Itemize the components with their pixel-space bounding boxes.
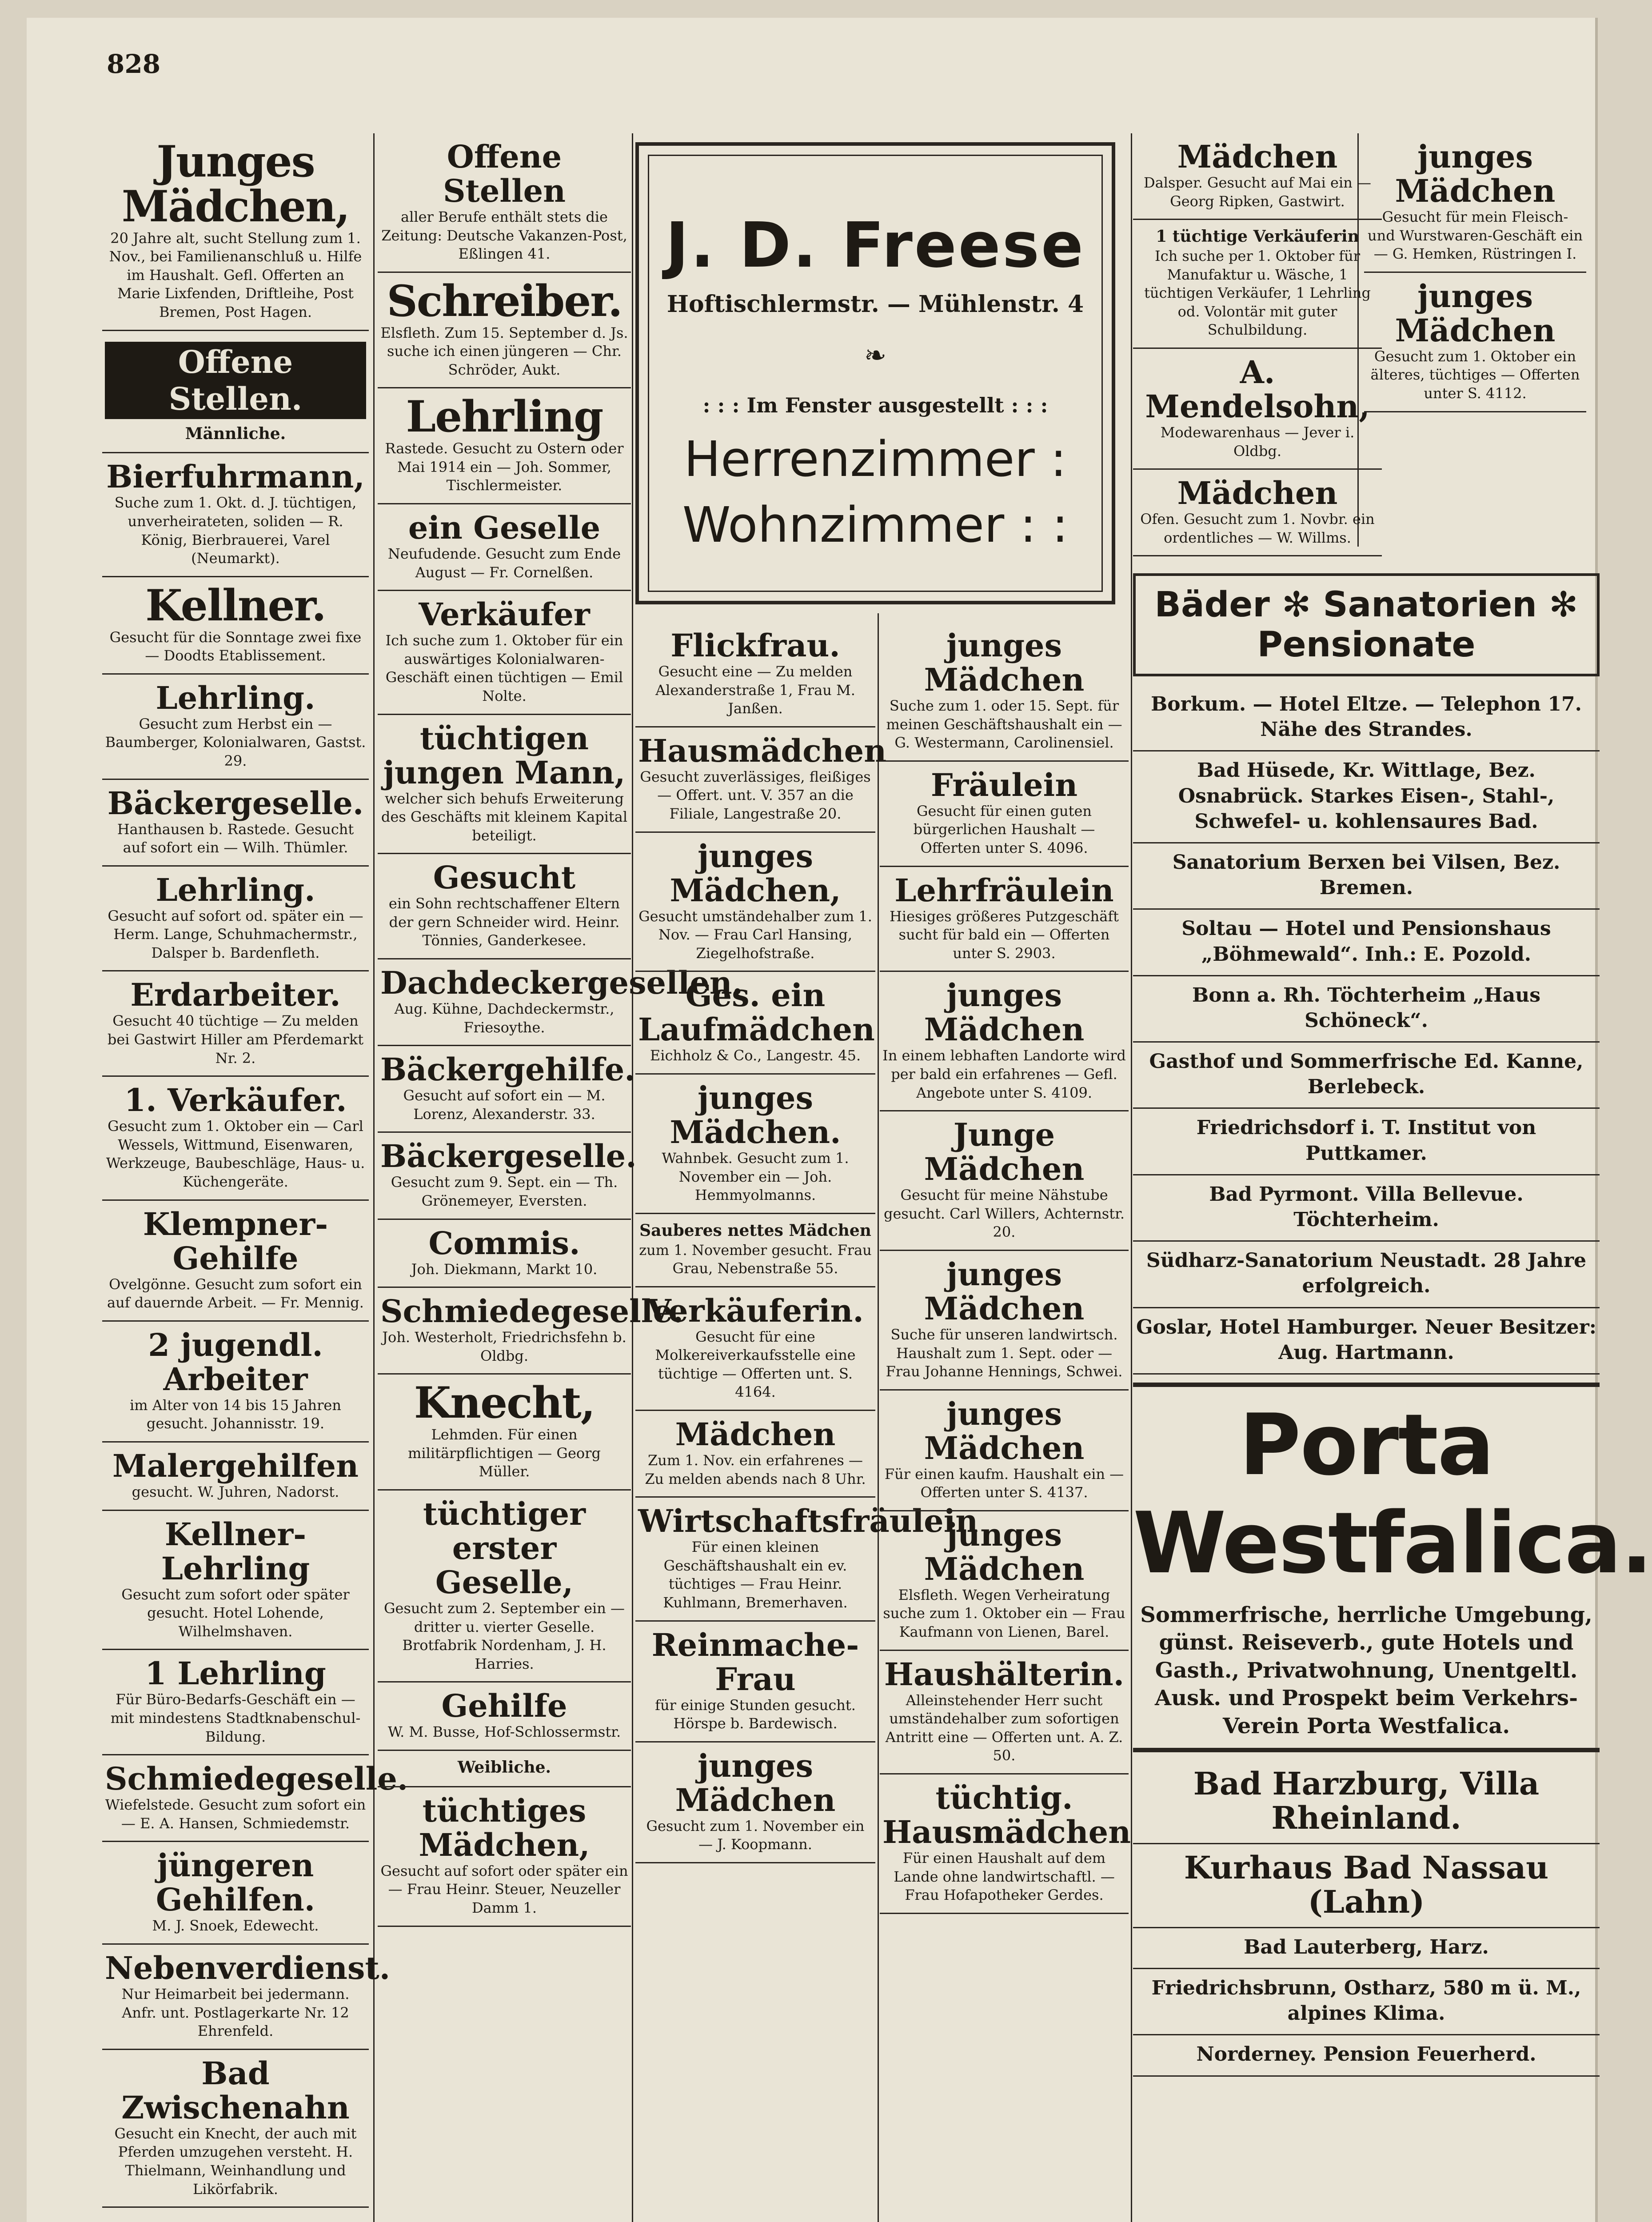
resorts-banner: Bäder ✻ Sanatorien ✻ Pensionate: [1133, 573, 1600, 676]
resort-ad: Borkum. — Hotel Eltze. — Telephon 17. Nähe des Strandes.: [1133, 685, 1600, 751]
resort-ad: Bad Harzburg, Villa Rheinland.: [1133, 1760, 1600, 1844]
classified-ad: Erdarbeiter. Gesucht 40 tüchtige — Zu melden bei Gastwirt Hiller am Pferdemarkt Nr. 2.: [102, 971, 369, 1077]
classified-ad: Kellner. Gesucht für die Sonntage zwei fixe — Doodts Etablissement.: [102, 577, 369, 675]
resort-ad: Soltau — Hotel und Pensionshaus „Böhmewald“. Inh.: E. Pozold.: [1133, 910, 1600, 976]
column-5: [1133, 133, 1382, 547]
classified-ad: Bierfuhrmann, Suche zum 1. Okt. d. J. tüchtigen, unverheirateten, soliden — R. König, Bierbrauerei, Varel (Neumarkt).: [102, 453, 369, 577]
resort-ad: Bad Hüsede, Kr. Wittlage, Bez. Osnabrück. Starkes Eisen-, Stahl-, Schwefel- u. kohlensaures Bad.: [1133, 751, 1600, 843]
ornament-icon: ❧: [864, 340, 887, 371]
freese-ad-inner-frame: [648, 155, 1103, 592]
classified-ad: junges Mädchen Gesucht zum 1. Oktober ein älteres, tüchtiges — Offerten unter S. 4112.: [1364, 273, 1586, 412]
classified-ad: Lehrling. Gesucht zum Herbst ein — Baumberger, Kolonialwaren, Gastst. 29.: [102, 675, 369, 780]
classified-ad: jüngeren Gehilfen. M. J. Snoek, Edewecht.: [102, 1842, 369, 1945]
classified-ad: Reinmache-Frau für einige Stunden gesucht. Hörspe b. Bardewisch.: [635, 1622, 875, 1742]
classified-ad: 1. Verkäufer. Gesucht zum 1. Oktober ein — Carl Wessels, Wittmund, Eisenwaren, Werkzeuge, Baubeschläge, Haus- u. Küchengeräte.: [102, 1077, 369, 1200]
resort-ad: Sanatorium Berxen bei Vilsen, Bez. Bremen.: [1133, 843, 1600, 910]
classified-ad: junges Mädchen Für einen kaufm. Haushalt ein — Offerten unter S. 4137.: [880, 1391, 1129, 1511]
classified-ad: Commis. Joh. Diekmann, Markt 10.: [378, 1220, 631, 1288]
resort-ad: Kurhaus Bad Nassau (Lahn): [1133, 1844, 1600, 1928]
classified-ad: Junges Mädchen, 20 Jahre alt, sucht Stellung zum 1. Nov., bei Familienanschluß u. Hilfe im Haushalt. Gefl. Offerten an Marie Lixfenden, Driftleihe, Post Bremen, Post Hagen.: [102, 133, 369, 331]
section-header: [102, 331, 369, 454]
resort-ad: Gasthof und Sommerfrische Ed. Kanne, Berlebeck.: [1133, 1043, 1600, 1109]
classified-ad: Ges. ein Laufmädchen Eichholz & Co., Langestr. 45.: [635, 972, 875, 1075]
column-rule: [373, 133, 375, 2222]
classified-ad: Knecht, Lehmden. Für einen militärpflichtigen — Georg Müller.: [378, 1375, 631, 1491]
divider: [1133, 1748, 1600, 1752]
resort-ad: Friedrichsdorf i. T. Institut von Puttkamer.: [1133, 1109, 1600, 1175]
section-header: [378, 1751, 631, 1787]
resort-ad: Goslar, Hotel Hamburger. Neuer Besitzer: Aug. Hartmann.: [1133, 1308, 1600, 1375]
classified-ad: 1 tüchtige Verkäuferin Ich suche per 1. Oktober für Manufaktur u. Wäsche, 1 tüchtigen Verkäufer, 1 Lehrling od. Volontär mit guter Schulbildung.: [1133, 220, 1382, 349]
classified-ad: Lehrfräulein Hiesiges größeres Putzgeschäft sucht für bald ein — Offerten unter S. 2903.: [880, 867, 1129, 972]
classified-ad: tüchtiges Mädchen, Gesucht auf sofort oder später ein — Frau Heinr. Steuer, Neuzeller Damm 1.: [378, 1787, 631, 1927]
classified-ad: junges Mädchen Gesucht für mein Fleisch- und Wurstwaren-Geschäft ein — G. Hemken, Rüstringen I.: [1364, 133, 1586, 273]
porta-westfalica-text: Sommerfrische, herrliche Umgebung, günst. Reiseverb., gute Hotels und Gasth., Privatwohnung, Unentgeltl. Ausk. und Prospekt beim Verkehrs-Verein Porta Westfalica.: [1140, 1602, 1592, 1738]
freese-room-2: Wohnzimmer : :: [682, 496, 1069, 553]
resorts-section: [1133, 569, 1652, 2077]
classified-ad: junges Mädchen Gesucht zum 1. November ein — J. Koopmann.: [635, 1742, 875, 1863]
classified-ad: 1 Lehrling Für Büro-Bedarfs-Geschäft ein — mit mindestens Stadtknabenschul-Bildung.: [102, 1650, 369, 1755]
column-3: [635, 622, 978, 2222]
classified-ad: junges Mädchen. Wahnbek. Gesucht zum 1. November ein — Joh. Hemmyolmanns.: [635, 1075, 875, 1214]
classified-ad: Mädchen Dalsper. Gesucht auf Mai ein — Georg Ripken, Gastwirt.: [1133, 133, 1382, 220]
freese-display-ad: [635, 142, 1115, 604]
section-title: Offene Stellen.: [105, 342, 366, 419]
column-4: [880, 622, 1129, 2222]
classified-ad: Hausmädchen Gesucht zuverlässiges, fleißiges — Offert. unt. V. 357 an die Filiale, Langestraße 20.: [635, 727, 875, 833]
resort-ad: Bad Pyrmont. Villa Bellevue. Töchterheim.: [1133, 1175, 1600, 1242]
column-1: [102, 133, 408, 2222]
freese-window-note: : : : Im Fenster ausgestellt : : :: [702, 393, 1048, 417]
column-rule: [1131, 133, 1132, 2222]
newspaper-page: [27, 18, 1652, 2222]
divider: [1133, 1383, 1600, 1387]
classified-ad: 2 jugendl. Arbeiter im Alter von 14 bis 15 Jahren gesucht. Johannisstr. 19.: [102, 1322, 369, 1443]
resort-ad: Norderney. Pension Feuerherd.: [1133, 2035, 1600, 2076]
porta-westfalica-title: Porta Westfalica.: [1133, 1395, 1652, 1592]
classified-ad: Schmiedegeselle. Joh. Westerholt, Friedrichsfehn b. Oldbg.: [378, 1288, 631, 1375]
resort-ad: Friedrichsbrunn, Ostharz, 580 m ü. M., alpines Klima.: [1133, 1969, 1600, 2035]
classified-ad: Junge Mädchen Gesucht für meine Nähstube gesucht. Carl Willers, Achternstr. 20.: [880, 1111, 1129, 1251]
classified-ad: Kellner-Lehrling Gesucht zum sofort oder später gesucht. Hotel Lohende, Wilhelmshaven.: [102, 1511, 369, 1651]
classified-ad: Bad Zwischenahn Gesucht ein Knecht, der auch mit Pferden umzugehen versteht. H. Thielmann, Weinhandlung und Likörfabrik.: [102, 2050, 369, 2208]
section-subtitle: Weibliche.: [457, 1758, 551, 1777]
classified-ad: Gesucht ein Sohn rechtschaffener Eltern der gern Schneider wird. Heinr. Tönnies, Ganderkesee.: [378, 854, 631, 959]
classified-ad: tüchtigen jungen Mann, welcher sich behufs Erweiterung des Geschäfts mit kleinem Kapital beteiligt.: [378, 715, 631, 855]
freese-company-name: J. D. Freese: [665, 209, 1085, 282]
classified-ad: Nebenverdienst. Nur Heimarbeit bei jedermann. Anfr. unt. Postlagerkarte Nr. 12 Ehrenfeld.: [102, 1945, 369, 2050]
classified-ad: tüchtig. Hausmädchen Für einen Haushalt auf dem Lande ohne landwirtschaftl. — Frau Hofapotheker Gerdes.: [880, 1774, 1129, 1914]
classified-ad: Mädchen Ofen. Gesucht zum 1. Novbr. ein ordentliches — W. Willms.: [1133, 470, 1382, 556]
freese-room-1: Herrenzimmer :: [684, 431, 1067, 488]
classified-ad: Wirtschaftsfräulein Für einen kleinen Geschäftshaushalt ein ev. tüchtiges — Frau Heinr. Kuhlmann, Bremerhaven.: [635, 1498, 875, 1621]
classified-ad: Gehilfe W. M. Busse, Hof-Schlossermstr.: [378, 1682, 631, 1751]
column-rule: [632, 133, 633, 2222]
classified-ad: Schmiedegeselle. Wiefelstede. Gesucht zum sofort ein — E. A. Hansen, Schmiedemstr.: [102, 1755, 369, 1842]
classified-ad: ein Geselle Neufudende. Gesucht zum Ende August — Fr. Cornelßen.: [378, 504, 631, 591]
classified-ad: Lehrling. Gesucht auf sofort od. später ein — Herm. Lange, Schuhmachermstr., Dalsper b. Bardenfleth.: [102, 867, 369, 972]
classified-ad: Offene Stellen aller Berufe enthält stets die Zeitung: Deutsche Vakanzen-Post, Eßlingen 41.: [378, 133, 631, 273]
classified-ad: Verkäuferin. Gesucht für eine Molkereiverkaufsstelle eine tüchtige — Offerten unt. S. 4164.: [635, 1287, 875, 1411]
classified-ad: Klempner-Gehilfe Ovelgönne. Gesucht zum sofort ein auf dauernde Arbeit. — Fr. Mennig.: [102, 1201, 369, 1322]
classified-ad: Lehrling Rastede. Gesucht zu Ostern oder Mai 1914 ein — Joh. Sommer, Tischlermeister.: [378, 388, 631, 504]
classified-ad: junges Mädchen In einem lebhaften Landorte wird per bald ein erfahrenes — Gefl. Angebote unter S. 4109.: [880, 972, 1129, 1111]
classified-ad: Schreiber. Elsfleth. Zum 15. September d. Js. suche ich einen jüngeren — Chr. Schröder, Aukt.: [378, 273, 631, 389]
classified-ad: Mädchen Zum 1. Nov. ein erfahrenes — Zu melden abends nach 8 Uhr.: [635, 1411, 875, 1498]
classified-ad: tüchtiger erster Geselle, Gesucht zum 2. September ein — dritter u. vierter Geselle. Brotfabrik Nordenham, J. H. Harries.: [378, 1491, 631, 1682]
column-6: [1364, 133, 1586, 547]
classified-ad: Malergehilfen gesucht. W. Juhren, Nadorst.: [102, 1443, 369, 1511]
resort-ad: Bonn a. Rh. Töchterheim „Haus Schöneck“.: [1133, 976, 1600, 1043]
classified-ad: junges Mädchen, Gesucht umständehalber zum 1. Nov. — Frau Carl Hansing, Ziegelhofstraße.: [635, 833, 875, 972]
section-subtitle: Männliche.: [185, 424, 286, 443]
classified-ad: Flickfrau. Gesucht eine — Zu melden Alexanderstraße 1, Frau M. Janßen.: [635, 622, 875, 727]
classified-ad: Haushälterin. Alleinstehender Herr sucht umständehalber zum sofortigen Antritt eine — Offerten unt. A. Z. 50.: [880, 1651, 1129, 1774]
classified-ad: A. Mendelsohn, Modewarenhaus — Jever i. Oldbg.: [1133, 349, 1382, 470]
classified-ad: Fräulein Gesucht für einen guten bürgerlichen Haushalt — Offerten unter S. 4096.: [880, 762, 1129, 867]
resort-ad: Bad Lauterberg, Harz.: [1133, 1928, 1600, 1969]
freese-address: Hoftischlermstr. — Mühlenstr. 4: [666, 291, 1084, 318]
classified-ad: junges Mädchen Suche für unseren landwirtsch. Haushalt zum 1. Sept. oder — Frau Johanne Hennings, Schwei.: [880, 1251, 1129, 1391]
column-rule: [878, 613, 879, 2222]
page-number: 828: [107, 49, 161, 79]
classified-ad: Bäckergehilfe. Gesucht auf sofort ein — M. Lorenz, Alexanderstr. 33.: [378, 1046, 631, 1133]
classified-ad: Sauberes nettes Mädchen zum 1. November gesucht. Frau Grau, Nebenstraße 55.: [635, 1214, 875, 1287]
classified-ad: Bäckergeselle. Gesucht zum 9. Sept. ein — Th. Grönemeyer, Eversten.: [378, 1133, 631, 1219]
classified-ad: junges Mädchen Suche zum 1. oder 15. Sept. für meinen Geschäftshaushalt ein — G. Westermann, Carolinensiel.: [880, 622, 1129, 762]
classified-ad: Verkäufer Ich suche zum 1. Oktober für ein auswärtiges Kolonialwaren-Geschäft einen tüchtigen — Emil Nolte.: [378, 591, 631, 715]
column-2: [378, 133, 743, 2222]
classified-ad: Bäckergeselle. Hanthausen b. Rastede. Gesucht auf sofort ein — Wilh. Thümler.: [102, 780, 369, 867]
resort-ad: Südharz-Sanatorium Neustadt. 28 Jahre erfolgreich.: [1133, 1242, 1600, 1308]
classified-ad: junges Mädchen Elsfleth. Wegen Verheiratung suche zum 1. Oktober ein — Frau Kaufmann von Lienen, Barel.: [880, 1511, 1129, 1651]
classified-ad: Dachdeckergesellen. Aug. Kühne, Dachdeckermstr., Friesoythe.: [378, 959, 631, 1046]
